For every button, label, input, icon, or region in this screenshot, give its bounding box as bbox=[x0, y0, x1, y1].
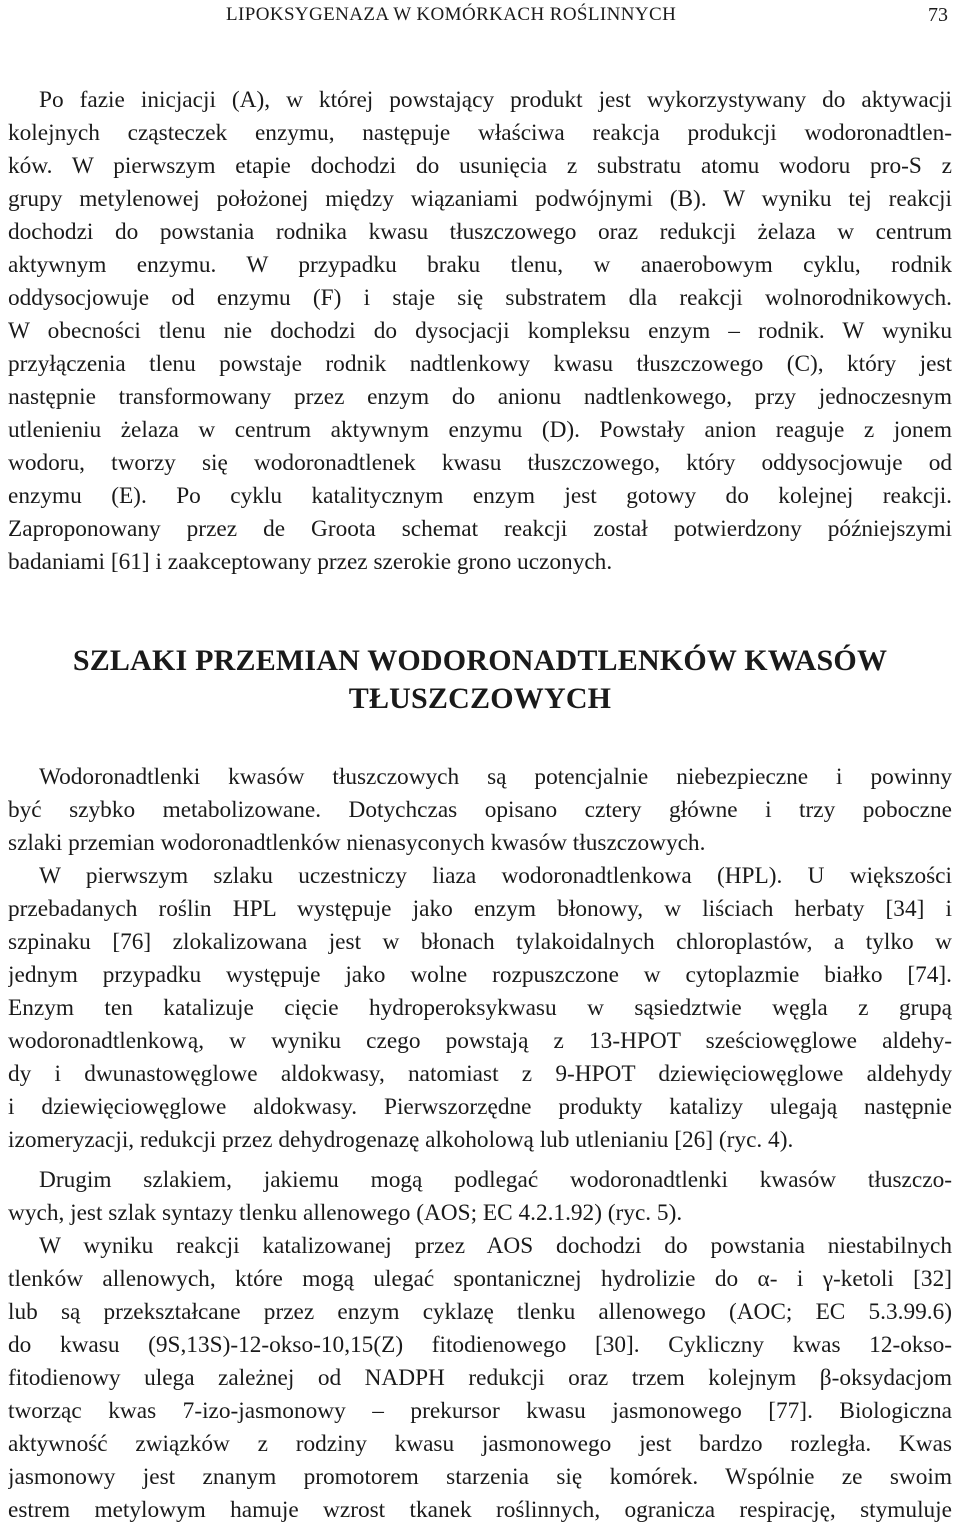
paragraph-aos-reaction bbox=[8, 1230, 952, 1527]
text-line: estrem metylowym hamuje wzrost tkanek roślinnych, ogranicza respirację, stymuluje bbox=[8, 1497, 952, 1523]
paragraph-intro-pathways bbox=[8, 761, 952, 860]
text-line: tworząc kwas 7-izo-jasmonowy – prekursor kwasu jasmonowego [77]. Biologiczna bbox=[8, 1398, 952, 1424]
text-line: W wyniku reakcji katalizowanej przez AOS dochodzi do powstania niestabilnych bbox=[39, 1233, 952, 1259]
text-line: Drugim szlakiem, jakiemu mogą podlegać wodoronadtlenki kwasów tłuszczo- bbox=[39, 1167, 952, 1193]
text-line: W obecności tlenu nie dochodzi do dysocjacji kompleksu enzym – rodnik. W wyniku bbox=[8, 318, 952, 344]
text-line: izomeryzacji, redukcji przez dehydrogenazę alkoholową lub utlenianiu [26] (ryc. 4). bbox=[8, 1127, 794, 1153]
text-line: lub są przekształcane przez enzym cyklazę tlenku allenowego (AOC; EC 5.3.99.6) bbox=[8, 1299, 952, 1325]
section-heading-line-1: SZLAKI PRZEMIAN WODORONADTLENKÓW KWASÓW bbox=[72, 644, 888, 677]
text-line: fitodienowy ulega zależnej od NADPH redukcji oraz trzem kolejnym β-oksydacjom bbox=[8, 1365, 952, 1391]
text-line: aktywność związków z rodziny kwasu jasmonowego jest bardzo rozległa. Kwas bbox=[8, 1431, 952, 1457]
text-line: W pierwszym szlaku uczestniczy liaza wodoronadtlenkowa (HPL). U większości bbox=[39, 863, 952, 889]
text-line: tlenków allenowych, które mogą ulegać spontanicznej hydrolizie do α- i γ-ketoli [32] bbox=[8, 1266, 952, 1292]
text-line: oddysocjowuje od enzymu (F) i staje się substratem dla reakcji wolnorodnikowych. bbox=[8, 285, 952, 311]
text-line: do kwasu (9S,13S)-12-okso-10,15(Z) fitodienowego [30]. Cykliczny kwas 12-okso- bbox=[8, 1332, 952, 1358]
text-line: dochodzi do powstania rodnika kwasu tłuszczowego oraz redukcji żelaza w centrum bbox=[8, 219, 952, 245]
text-line: szpinaku [76] zlokalizowana jest w błonach tylakoidalnych chloroplastów, a tylko w bbox=[8, 929, 952, 955]
text-line: enzymu (E). Po cyklu katalitycznym enzym jest gotowy do kolejnej reakcji. bbox=[8, 483, 952, 509]
paragraph-aos-pathway bbox=[8, 1164, 952, 1230]
text-line: Wodoronadtlenki kwasów tłuszczowych są potencjalnie niebezpieczne i powinny bbox=[39, 764, 952, 790]
text-line: być szybko metabolizowane. Dotychczas opisano cztery główne i trzy poboczne bbox=[8, 797, 952, 823]
running-head bbox=[0, 4, 960, 28]
text-line: kolejnych cząsteczek enzymu, następuje właściwa reakcja produkcji wodoronadtlen- bbox=[8, 120, 952, 146]
text-line: jednym przypadku występuje jako wolne rozpuszczone w cytoplazmie białko [74]. bbox=[8, 962, 952, 988]
running-head-title: LIPOKSYGENAZA W KOMÓRKACH ROŚLINNYCH bbox=[226, 4, 677, 25]
paragraph-initiation bbox=[8, 84, 952, 579]
text-line: i dziewięciowęglowe aldokwasy. Pierwszorzędne produkty katalizy ulegają następnie bbox=[8, 1094, 952, 1120]
text-line: aktywnym enzymu. W przypadku braku tlenu, w anaerobowym cyklu, rodnik bbox=[8, 252, 952, 278]
page-number: 73 bbox=[928, 4, 948, 26]
text-line: wych, jest szlak syntazy tlenku allenowego (AOS; EC 4.2.1.92) (ryc. 5). bbox=[8, 1200, 683, 1226]
section-heading bbox=[0, 642, 960, 718]
text-line: badaniami [61] i zaakceptowany przez szerokie grono uczonych. bbox=[8, 549, 613, 575]
text-line: ków. W pierwszym etapie dochodzi do usunięcia z substratu atomu wodoru pro-S z bbox=[8, 153, 952, 179]
paragraph-hpl-pathway bbox=[8, 860, 952, 1157]
text-line: Po fazie inicjacji (A), w której powstający produkt jest wykorzystywany do aktywacji bbox=[39, 87, 952, 113]
text-line: dy i dwunastowęglowe aldokwasy, natomiast z 9-HPOT dziewięciowęglowe aldehydy bbox=[8, 1061, 952, 1087]
text-line: Zaproponowany przez de Groota schemat reakcji został potwierdzony późniejszymi bbox=[8, 516, 952, 542]
text-line: szlaki przemian wodoronadtlenków nienasyconych kwasów tłuszczowych. bbox=[8, 830, 706, 856]
text-line: grupy metylenowej położonej między wiązaniami podwójnymi (B). W wyniku tej reakcji bbox=[8, 186, 952, 212]
text-line: jasmonowy jest znanym promotorem starzenia się komórek. Wspólnie ze swoim bbox=[8, 1464, 952, 1490]
text-line: wodoronadtlenkową, w wyniku czego powstają z 13-HPOT sześciowęglowe aldehy- bbox=[8, 1028, 952, 1054]
text-line: Enzym ten katalizuje cięcie hydroperoksykwasu w sąsiedztwie węgla z grupą bbox=[8, 995, 952, 1021]
text-line: przebadanych roślin HPL występuje jako enzym błonowy, w liściach herbaty [34] i bbox=[8, 896, 952, 922]
text-line: następnie transformowany przez enzym do anionu nadtlenkowego, przy jednoczesnym bbox=[8, 384, 952, 410]
section-heading-line-2: TŁUSZCZOWYCH bbox=[348, 682, 612, 715]
text-line: przyłączenia tlenu powstaje rodnik nadtlenkowy kwasu tłuszczowego (C), który jest bbox=[8, 351, 952, 377]
text-line: utlenieniu żelaza w centrum aktywnym enzymu (D). Powstały anion reaguje z jonem bbox=[8, 417, 952, 443]
text-line: wodoru, tworzy się wodoronadtlenek kwasu tłuszczowego, który oddysocjowuje od bbox=[8, 450, 952, 476]
